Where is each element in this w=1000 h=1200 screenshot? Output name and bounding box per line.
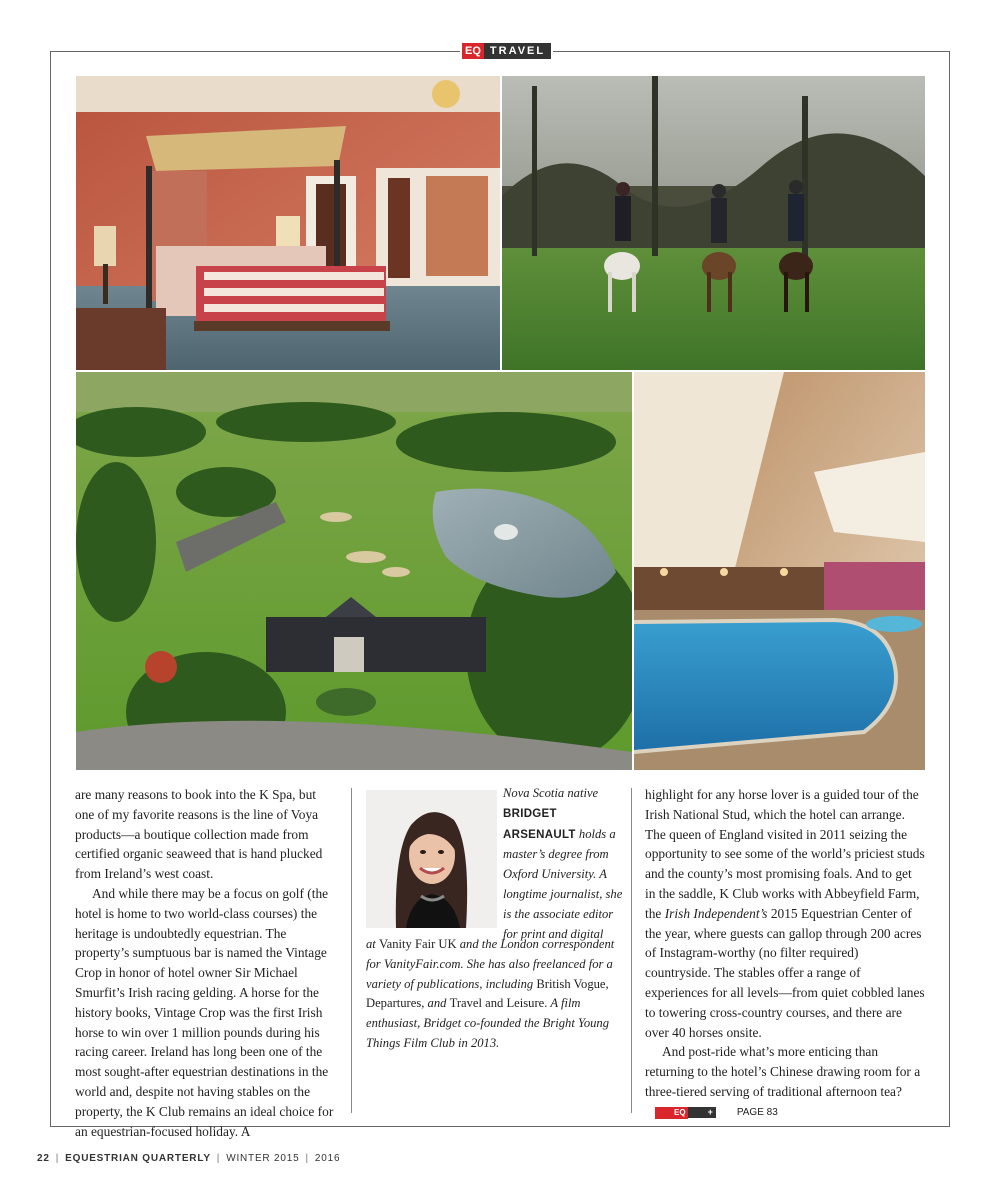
article-text: And post-ride what’s more enticing than returning to the hotel’s Chinese drawing room for a three-tiered serving of traditional afternoon tea? bbox=[645, 1044, 921, 1099]
riders-illustration bbox=[502, 76, 925, 370]
issue-year: 2016 bbox=[314, 1153, 341, 1164]
page-number: 22 bbox=[37, 1153, 50, 1164]
article-paragraph: are many reasons to book into the K Spa, but one of my favorite reasons is the line of Voya products—a boutique collection made from certified organic seaweed that is hand plucked from Ireland’s west coast. bbox=[75, 787, 323, 882]
footer-separator: | bbox=[55, 1153, 60, 1164]
publication-name: British Vogue, Departures, bbox=[366, 976, 609, 1011]
article-text: 2015 Equestrian Center of the year, where guests can gallop through 200 acres of Instagram-worthy (no filter required) countryside. The stables offer a range of experiences for all levels—from quiet cobbled lanes to towering cross-country courses, and there are over 40 horses onsite. bbox=[645, 905, 925, 1040]
author-name: BRIDGET ARSENAULT bbox=[503, 807, 576, 841]
column-divider bbox=[351, 788, 352, 1113]
section-tag bbox=[460, 42, 553, 60]
article-paragraph bbox=[645, 785, 925, 1042]
bio-text: A film enthusiast, Bridget co-founded the Bright Young Things Film Club in 2013. bbox=[366, 996, 610, 1050]
author-bio-full bbox=[366, 935, 626, 1054]
eq-logo-badge: EQ bbox=[462, 43, 484, 59]
photo-bedroom bbox=[76, 76, 500, 370]
aerial-illustration bbox=[76, 372, 632, 770]
author-portrait bbox=[366, 790, 497, 928]
issue-season: WINTER 2015 bbox=[226, 1153, 300, 1164]
column-divider bbox=[631, 788, 632, 1113]
bio-text: holds a master’s degree from Oxford University. A longtime journalist, she is the associate editor for print and digital bbox=[503, 826, 623, 941]
section-name: TRAVEL bbox=[484, 43, 551, 59]
bio-text: and bbox=[424, 996, 450, 1011]
article-column-left bbox=[75, 785, 337, 1141]
continued-page-reference[interactable] bbox=[655, 1107, 778, 1119]
photo-pool bbox=[634, 372, 925, 770]
article-column-right bbox=[645, 785, 925, 1122]
article-paragraph: And while there may be a focus on golf (the hotel is home to two world-class courses) the heritage is undoubtedly equestrian. The property’s sumptuous bar is named the Vintage Crop in honor of hotel owner Sir Michael Smurfit’s Irish racing gelding. A horse for the history books, Vintage Crop was the first Irish horse to win over 1 million pounds during his racing career. Ireland has long been one of the most sought-after equestrian destinations in the world and, despite not having stables on the property, the K Club remains an ideal choice for an equestrian-focused holiday. A bbox=[75, 885, 334, 1139]
page-ref-label: PAGE 83 bbox=[736, 1107, 778, 1119]
bio-text: at bbox=[366, 937, 379, 951]
magazine-name: EQUESTRIAN QUARTERLY bbox=[65, 1153, 211, 1164]
bedroom-illustration bbox=[76, 76, 500, 370]
pool-illustration bbox=[634, 372, 925, 770]
footer-separator: | bbox=[305, 1153, 309, 1164]
publication-name: Irish Independent’s bbox=[664, 905, 768, 921]
article-text: highlight for any horse lover is a guided tour of the Irish National Stud, which the hotel can arrange. The queen of England visited in 2011 seizing the opportunity to see some of the world’s priciest studs and the county’s most promising foals. And to get in the saddle, K Club works with Abbeyfield Farm, the bbox=[645, 787, 925, 921]
plus-icon: + bbox=[688, 1107, 716, 1118]
publication-name: Travel and Leisure. bbox=[449, 996, 548, 1011]
portrait-illustration bbox=[366, 790, 497, 928]
page-footer bbox=[37, 1153, 340, 1164]
bio-intro: Nova Scotia native bbox=[503, 786, 599, 800]
publication-name: Vanity Fair UK bbox=[378, 937, 457, 951]
photo-aerial-golf bbox=[76, 372, 632, 770]
footer-separator: | bbox=[216, 1153, 221, 1164]
photo-riders bbox=[502, 76, 925, 370]
bio-text: and the London correspondent for VanityFair.com. She has also freelanced for a variety of publications, including bbox=[366, 937, 615, 991]
article-paragraph bbox=[645, 1042, 925, 1121]
author-bio-side bbox=[503, 784, 623, 944]
eq-mini-badge: EQ bbox=[655, 1107, 688, 1119]
